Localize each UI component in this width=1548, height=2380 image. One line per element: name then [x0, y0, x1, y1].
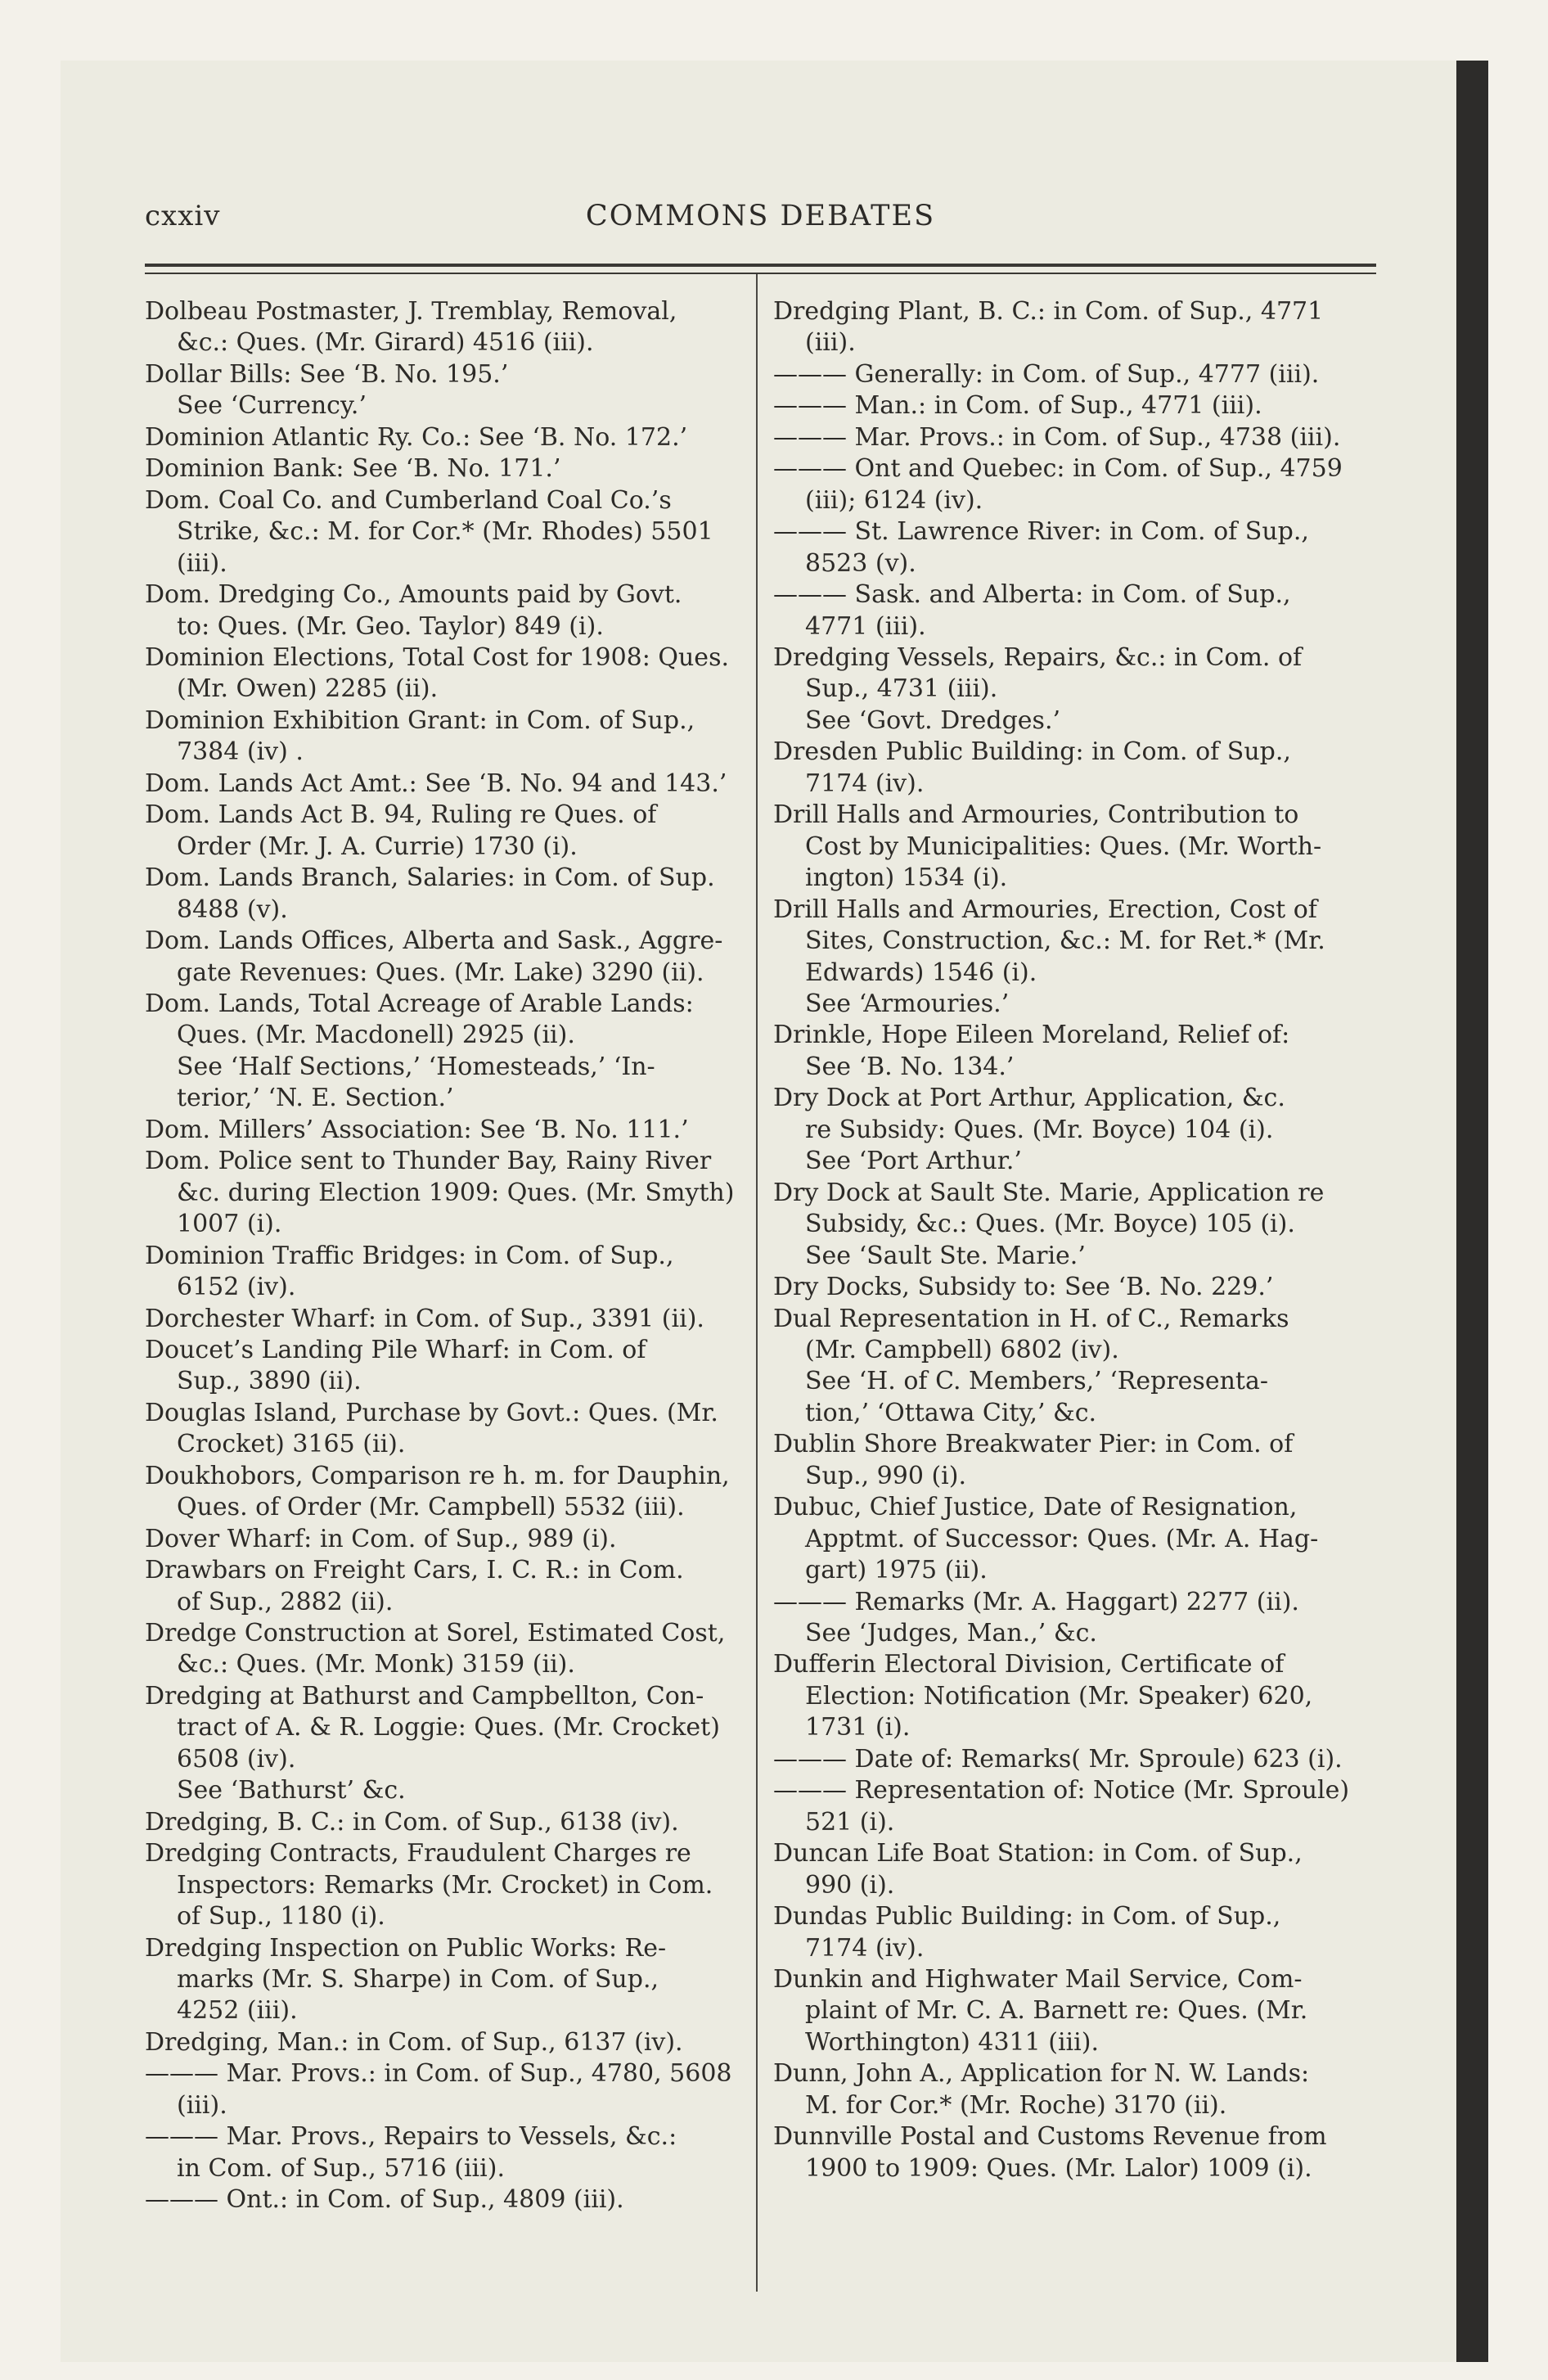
index-entry-line: Dredging, B. C.: in Com. of Sup., 6138 (iv).: [145, 1807, 679, 1837]
index-entry: [145, 863, 746, 926]
index-entry: [145, 1838, 746, 1932]
index-entry-line: Sup., 3890 (ii).: [177, 1367, 362, 1396]
index-entry-line: (iii).: [805, 328, 856, 358]
index-entry-line: ——— Representation of: Notice (Mr. Sproule): [773, 1776, 1350, 1805]
index-entry-line: ——— Mar. Provs., Repairs to Vessels, &c.:: [145, 2122, 677, 2152]
index-entry: [145, 989, 746, 1115]
index-entry: [773, 737, 1375, 800]
index-entry: [145, 2184, 746, 2215]
index-entry-line: Drawbars on Freight Cars, I. C. R.: in Com.: [145, 1556, 684, 1585]
index-entry: [773, 1492, 1375, 1586]
index-entry-line: See ‘Currency.’: [177, 391, 367, 421]
index-entry-line: See ‘Half Sections,’ ‘Homesteads,’ ‘In-: [177, 1052, 655, 1081]
index-entry: [773, 1020, 1375, 1083]
index-entry-line: Dorchester Wharf: in Com. of Sup., 3391 (ii).: [145, 1304, 704, 1333]
index-entry-line: Dom. Dredging Co., Amounts paid by Govt.: [145, 580, 682, 610]
index-entry-line: See ‘Port Arthur.’: [805, 1147, 1022, 1176]
index-entry-line: Dredging Contracts, Fraudulent Charges re: [145, 1839, 691, 1868]
index-entry-line: of Sup., 2882 (ii).: [177, 1587, 394, 1616]
index-entry-line: Order (Mr. J. A. Currie) 1730 (i).: [177, 832, 578, 861]
index-entry: [145, 422, 746, 453]
index-entry-line: Edwards) 1546 (i).: [805, 958, 1037, 987]
index-entry-line: Sup., 990 (i).: [805, 1461, 967, 1490]
index-entry: [145, 453, 746, 485]
index-entry: [145, 1241, 746, 1304]
index-entry-line: re Subsidy: Ques. (Mr. Boyce) 104 (i).: [805, 1115, 1274, 1144]
index-entry: [145, 769, 746, 800]
index-entry-line: Worthington) 4311 (iii).: [805, 2027, 1099, 2057]
header-rule-thin: [145, 273, 1376, 274]
index-entry-line: ——— Mar. Provs.: in Com. of Sup., 4780, 5608: [145, 2059, 732, 2089]
index-entry: [145, 1933, 746, 2027]
index-entry-line: 990 (i).: [805, 1870, 895, 1900]
index-entry-line: 6152 (iv).: [177, 1273, 296, 1302]
index-entry: [145, 642, 746, 705]
index-entry: [773, 579, 1375, 642]
index-entry: [145, 1335, 746, 1398]
index-entry: [773, 296, 1375, 359]
index-entry-line: Dominion Bank: See ‘B. No. 171.’: [145, 454, 561, 484]
index-entry-line: Dundas Public Building: in Com. of Sup.,: [773, 1902, 1281, 1931]
index-entry-line: ——— Remarks (Mr. A. Haggart) 2277 (ii).: [773, 1587, 1299, 1616]
index-entry-line: ——— Sask. and Alberta: in Com. of Sup.,: [773, 580, 1291, 610]
index-entry-line: ——— Date of: Remarks( Mr. Sproule) 623 (i).: [773, 1744, 1343, 1774]
index-entry-line: Doucet’s Landing Pile Wharf: in Com. of: [145, 1335, 646, 1364]
index-entry-line: Doukhobors, Comparison re h. m. for Dauphin,: [145, 1461, 730, 1490]
index-entry-line: 8488 (v).: [177, 895, 288, 924]
index-entry-line: See ‘B. No. 134.’: [805, 1052, 1015, 1081]
index-entry-line: 8523 (v).: [805, 548, 916, 578]
index-entry-line: Dominion Exhibition Grant: in Com. of Sup.,: [145, 705, 695, 735]
column-divider: [756, 274, 758, 2292]
index-entry-line: Dredging Vessels, Repairs, &c.: in Com. of: [773, 642, 1303, 672]
index-entry: [145, 1461, 746, 1524]
index-entry-line: Dry Docks, Subsidy to: See ‘B. No. 229.’: [773, 1273, 1274, 1302]
index-entry: [145, 1304, 746, 1335]
index-entry-line: See ‘Judges, Man.,’ &c.: [805, 1619, 1097, 1648]
index-entry: [773, 1272, 1375, 1303]
index-entry-line: ington) 1534 (i).: [805, 863, 1008, 893]
index-entry-line: Dolbeau Postmaster, J. Tremblay, Removal,: [145, 297, 677, 326]
index-entry-line: 6508 (iv).: [177, 1744, 296, 1774]
index-entry: [773, 1744, 1375, 1775]
index-entry: [145, 1681, 746, 1807]
index-entry: [773, 1838, 1375, 1901]
index-entry-line: Dufferin Electoral Division, Certificate of: [773, 1650, 1285, 1679]
index-entry-line: Strike, &c.: M. for Cor.* (Mr. Rhodes) 5501: [177, 517, 713, 547]
index-entry-line: Dublin Shore Breakwater Pier: in Com. of: [773, 1430, 1294, 1459]
index-entry-line: terior,’ ‘N. E. Section.’: [177, 1084, 454, 1113]
index-entry-line: 4252 (iii).: [177, 1996, 298, 2026]
index-entry: [773, 1649, 1375, 1743]
index-entry: [145, 800, 746, 863]
index-entry-line: &c. during Election 1909: Ques. (Mr. Smyth): [177, 1178, 735, 1207]
index-entry-line: Dom. Lands Act B. 94, Ruling re Ques. of: [145, 800, 657, 830]
index-column-right: [773, 296, 1375, 2184]
index-entry: [773, 1901, 1375, 1964]
index-entry-line: See ‘Sault Ste. Marie.’: [805, 1241, 1086, 1270]
index-entry: [145, 485, 746, 579]
index-entry-line: marks (Mr. S. Sharpe) in Com. of Sup.,: [177, 1965, 659, 1995]
index-entry-line: Dom. Lands Act Amt.: See ‘B. No. 94 and 143.’: [145, 769, 727, 798]
index-column-left: [145, 296, 746, 2216]
index-entry-line: Election: Notification (Mr. Speaker) 620,: [805, 1681, 1313, 1711]
index-entry: [773, 1964, 1375, 2058]
index-entry-line: &c.: Ques. (Mr. Girard) 4516 (iii).: [177, 328, 594, 358]
index-entry-line: See ‘H. of C. Members,’ ‘Representa-: [805, 1367, 1268, 1396]
index-entry-line: Apptmt. of Successor: Ques. (Mr. A. Hag-: [805, 1524, 1319, 1553]
index-entry: [773, 800, 1375, 894]
index-entry-line: Dredging at Bathurst and Campbellton, Con-: [145, 1681, 704, 1711]
index-entry: [145, 1555, 746, 1618]
index-entry-line: ——— Man.: in Com. of Sup., 4771 (iii).: [773, 391, 1262, 421]
index-entry-line: Drill Halls and Armouries, Erection, Cost of: [773, 895, 1317, 924]
index-entry-line: Subsidy, &c.: Ques. (Mr. Boyce) 105 (i).: [805, 1210, 1295, 1239]
index-entry: [773, 1587, 1375, 1650]
index-entry-line: Dredge Construction at Sorel, Estimated Cost,: [145, 1619, 726, 1648]
page-header: [145, 200, 1376, 249]
index-entry: [773, 642, 1375, 737]
index-entry-line: Sites, Construction, &c.: M. for Ret.* (Mr.: [805, 926, 1325, 956]
index-entry-line: Inspectors: Remarks (Mr. Crocket) in Com.: [177, 1870, 713, 1900]
index-entry-line: Duncan Life Boat Station: in Com. of Sup.,: [773, 1839, 1303, 1868]
index-entry-line: Dunkin and Highwater Mail Service, Com-: [773, 1965, 1303, 1995]
header-rule-thick: [145, 264, 1376, 267]
index-entry: [773, 359, 1375, 390]
index-entry-line: (Mr. Campbell) 6802 (iv).: [805, 1335, 1119, 1364]
index-entry: [145, 1146, 746, 1240]
index-entry: [773, 1775, 1375, 1838]
index-entry: [773, 422, 1375, 453]
index-entry-line: Dom. Lands, Total Acreage of Arable Lands:: [145, 989, 694, 1018]
index-entry-line: Dunnville Postal and Customs Revenue from: [773, 2122, 1327, 2152]
index-entry-line: Dominion Elections, Total Cost for 1908: Ques.: [145, 642, 729, 672]
index-entry-line: ——— Ont.: in Com. of Sup., 4809 (iii).: [145, 2185, 624, 2215]
index-entry: [773, 1429, 1375, 1492]
index-entry: [773, 1178, 1375, 1272]
index-entry-line: Dredging, Man.: in Com. of Sup., 6137 (iv).: [145, 2027, 683, 2057]
index-entry: [145, 926, 746, 989]
index-entry: [145, 1115, 746, 1146]
index-entry-line: (iii); 6124 (iv).: [805, 485, 983, 515]
index-entry-line: Ques. (Mr. Macdonell) 2925 (ii).: [177, 1021, 575, 1050]
page-edge-shadow: [1456, 61, 1488, 2362]
index-entry-line: Dom. Millers’ Association: See ‘B. No. 111.’: [145, 1115, 689, 1144]
index-entry-line: Dubuc, Chief Justice, Date of Resignation,: [773, 1493, 1298, 1522]
index-entry-line: M. for Cor.* (Mr. Roche) 3170 (ii).: [805, 2090, 1227, 2120]
index-entry-line: tion,’ ‘Ottawa City,’ &c.: [805, 1398, 1097, 1427]
index-entry-line: Cost by Municipalities: Ques. (Mr. Worth-: [805, 832, 1322, 861]
index-entry-line: Dredging Plant, B. C.: in Com. of Sup., 4771: [773, 297, 1324, 326]
index-entry-line: in Com. of Sup., 5716 (iii).: [177, 2153, 505, 2183]
index-entry-line: (iii).: [177, 2090, 227, 2120]
index-entry: [773, 2121, 1375, 2184]
index-entry-line: Dunn, John A., Application for N. W. Lands:: [773, 2059, 1310, 2089]
index-entry-line: of Sup., 1180 (i).: [177, 1902, 385, 1931]
index-entry-line: Crocket) 3165 (ii).: [177, 1430, 406, 1459]
index-entry: [773, 1304, 1375, 1430]
index-entry-line: See ‘Govt. Dredges.’: [805, 705, 1061, 735]
index-entry-line: Drill Halls and Armouries, Contribution to: [773, 800, 1299, 830]
index-entry-line: ——— Ont and Quebec: in Com. of Sup., 4759: [773, 454, 1343, 484]
index-entry-line: Dresden Public Building: in Com. of Sup.,: [773, 737, 1291, 767]
index-entry-line: See ‘Bathurst’ &c.: [177, 1776, 406, 1805]
index-entry: [773, 516, 1375, 579]
index-entry: [773, 1083, 1375, 1177]
index-entry-line: &c.: Ques. (Mr. Monk) 3159 (ii).: [177, 1650, 575, 1679]
index-entry: [145, 1807, 746, 1838]
index-entry: [145, 2027, 746, 2058]
index-entry-line: ——— Mar. Provs.: in Com. of Sup., 4738 (iii).: [773, 422, 1341, 452]
index-entry-line: tract of A. & R. Loggie: Ques. (Mr. Crocket): [177, 1713, 720, 1742]
index-entry-line: 1900 to 1909: Ques. (Mr. Lalor) 1009 (i).: [805, 2153, 1312, 2183]
index-entry: [145, 296, 746, 359]
index-entry: [145, 1618, 746, 1681]
index-entry: [145, 1524, 746, 1555]
index-entry-line: 7174 (iv).: [805, 769, 925, 798]
index-entry: [773, 2058, 1375, 2121]
index-entry-line: gart) 1975 (ii).: [805, 1556, 988, 1585]
index-entry: [773, 390, 1375, 421]
index-entry-line: See ‘Armouries.’: [805, 989, 1010, 1018]
page-number: cxxiv: [145, 200, 221, 232]
index-entry-line: Dollar Bills: See ‘B. No. 195.’: [145, 359, 509, 389]
index-entry-line: Dom. Coal Co. and Cumberland Coal Co.’s: [145, 485, 672, 515]
index-entry-line: ——— St. Lawrence River: in Com. of Sup.,: [773, 517, 1309, 547]
index-entry: [145, 2058, 746, 2121]
index-entry-line: 521 (i).: [805, 1807, 895, 1837]
index-entry-line: Ques. of Order (Mr. Campbell) 5532 (iii).: [177, 1493, 685, 1522]
index-entry-line: Dover Wharf: in Com. of Sup., 989 (i).: [145, 1524, 617, 1553]
index-entry: [145, 2121, 746, 2184]
index-entry-line: 7384 (iv) .: [177, 737, 304, 767]
index-entry-line: (iii).: [177, 548, 227, 578]
index-entry: [145, 1398, 746, 1461]
index-entry-line: Dredging Inspection on Public Works: Re-: [145, 1933, 667, 1963]
index-entry-line: ——— Generally: in Com. of Sup., 4777 (iii).: [773, 359, 1320, 389]
index-entry-line: Douglas Island, Purchase by Govt.: Ques. (Mr.: [145, 1398, 718, 1427]
index-entry-line: Dom. Lands Offices, Alberta and Sask., Aggre-: [145, 926, 723, 956]
index-entry: [145, 705, 746, 769]
index-entry: [145, 579, 746, 642]
index-entry-line: Sup., 4731 (iii).: [805, 674, 998, 704]
index-entry-line: plaint of Mr. C. A. Barnett re: Ques. (Mr.: [805, 1996, 1308, 2026]
index-entry-line: Dry Dock at Port Arthur, Application, &c.: [773, 1084, 1285, 1113]
index-entry-line: gate Revenues: Ques. (Mr. Lake) 3290 (ii).: [177, 958, 704, 987]
index-entry-line: Dry Dock at Sault Ste. Marie, Application re: [773, 1178, 1325, 1207]
index-entry-line: Drinkle, Hope Eileen Moreland, Relief of:: [773, 1021, 1290, 1050]
index-entry-line: to: Ques. (Mr. Geo. Taylor) 849 (i).: [177, 611, 604, 641]
index-entry-line: 7174 (iv).: [805, 1933, 925, 1963]
index-entry-line: 4771 (iii).: [805, 611, 926, 641]
page-title: COMMONS DEBATES: [585, 200, 936, 232]
index-entry: [145, 359, 746, 422]
index-entry-line: Dom. Police sent to Thunder Bay, Rainy River: [145, 1147, 712, 1176]
index-entry: [773, 453, 1375, 516]
index-entry-line: 1731 (i).: [805, 1713, 911, 1742]
index-entry: [773, 895, 1375, 1021]
index-entry-line: Dual Representation in H. of C., Remarks: [773, 1304, 1289, 1333]
index-entry-line: (Mr. Owen) 2285 (ii).: [177, 674, 439, 704]
index-entry-line: Dominion Atlantic Ry. Co.: See ‘B. No. 172.’: [145, 422, 688, 452]
index-entry-line: 1007 (i).: [177, 1210, 282, 1239]
index-entry-line: Dominion Traffic Bridges: in Com. of Sup.,: [145, 1241, 674, 1270]
index-entry-line: Dom. Lands Branch, Salaries: in Com. of Sup.: [145, 863, 715, 893]
